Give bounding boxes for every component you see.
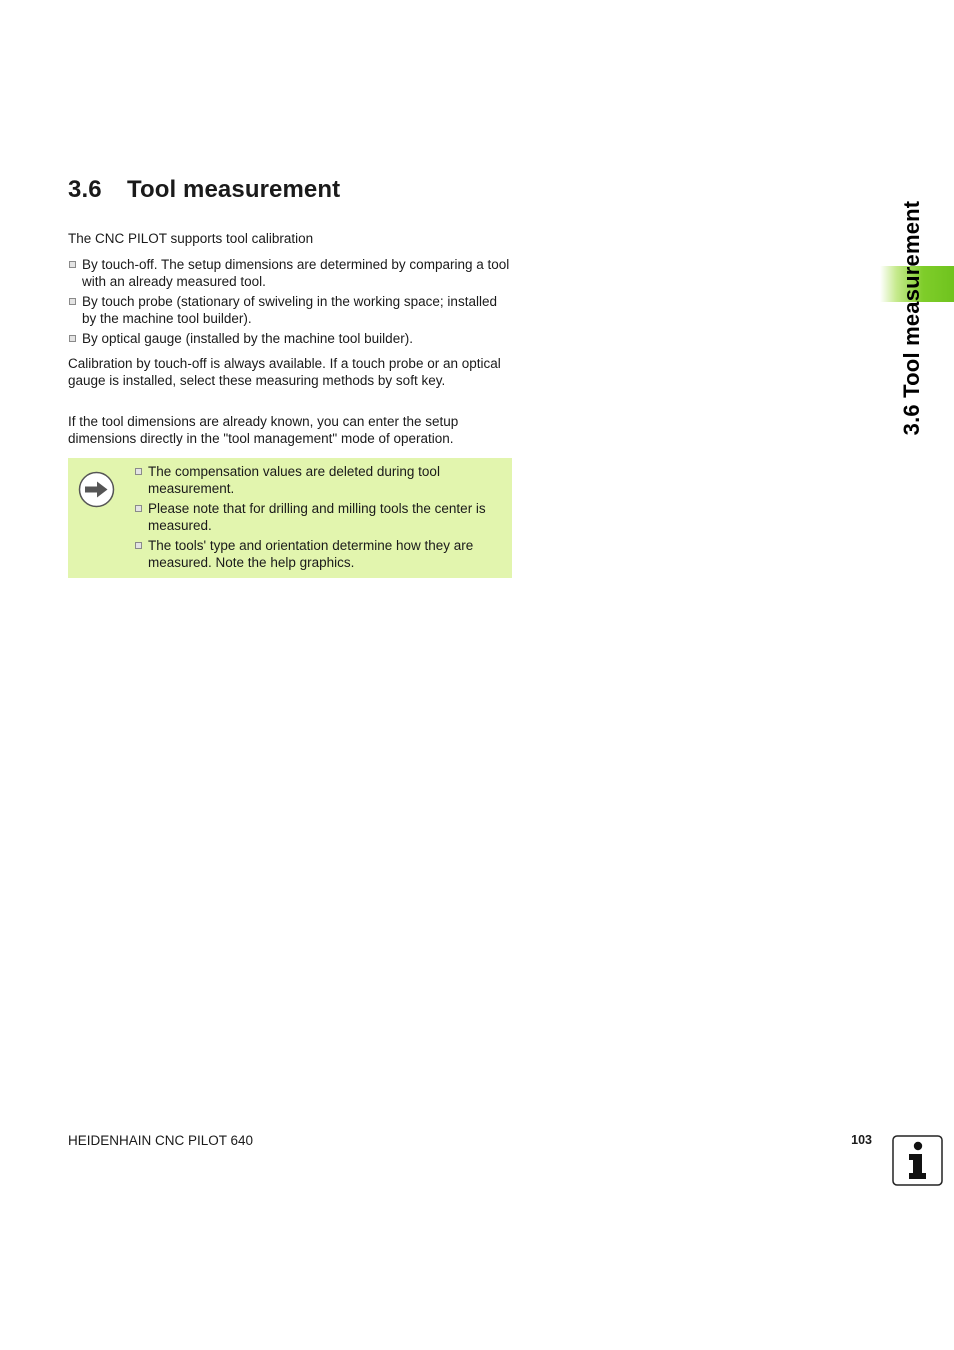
page-number: 103: [851, 1133, 872, 1147]
note-list: [134, 464, 506, 575]
note-text: The tools' type and orientation determine how they are measured. Note the help graphics.: [148, 538, 474, 570]
bullet-square-icon: [135, 468, 142, 475]
methods-list: [68, 257, 512, 352]
section-title: Tool measurement: [127, 176, 341, 203]
note-text: The compensation values are deleted during tool measurement.: [148, 464, 440, 496]
method-text: By touch-off. The setup dimensions are determined by comparing a tool with an already measured tool.: [82, 257, 510, 289]
bullet-square-icon: [69, 261, 76, 268]
list-item: [68, 257, 512, 290]
intro-text: The CNC PILOT supports tool calibration: [68, 231, 314, 246]
note-box: [68, 458, 512, 578]
method-text: By optical gauge (installed by the machine tool builder).: [82, 331, 413, 346]
paragraph-availability: Calibration by touch-off is always available. If a touch probe or an optical gauge is installed, select these measuring methods by soft key.: [68, 356, 501, 388]
note-text: Please note that for drilling and milling tools the center is measured.: [148, 501, 486, 533]
bullet-square-icon: [135, 505, 142, 512]
list-item: [134, 538, 506, 571]
list-item: [68, 331, 512, 348]
method-text: By touch probe (stationary of swiveling in the working space; installed by the machine tool builder).: [82, 294, 497, 326]
list-item: [68, 294, 512, 327]
bullet-square-icon: [69, 298, 76, 305]
section-number: 3.6: [68, 176, 102, 203]
list-item: [134, 464, 506, 497]
paragraph-known-dimensions: If the tool dimensions are already known, you can enter the setup dimensions directly in the "tool management" mode of operation.: [68, 414, 459, 446]
list-item: [134, 501, 506, 534]
arrow-right-icon: [78, 471, 115, 508]
section-heading: [68, 176, 340, 204]
footer-manual-title: HEIDENHAIN CNC PILOT 640: [68, 1133, 254, 1148]
bullet-square-icon: [69, 335, 76, 342]
bullet-square-icon: [135, 542, 142, 549]
info-icon: [892, 1135, 943, 1186]
side-tab-title: 3.6 Tool measurement: [899, 200, 924, 436]
